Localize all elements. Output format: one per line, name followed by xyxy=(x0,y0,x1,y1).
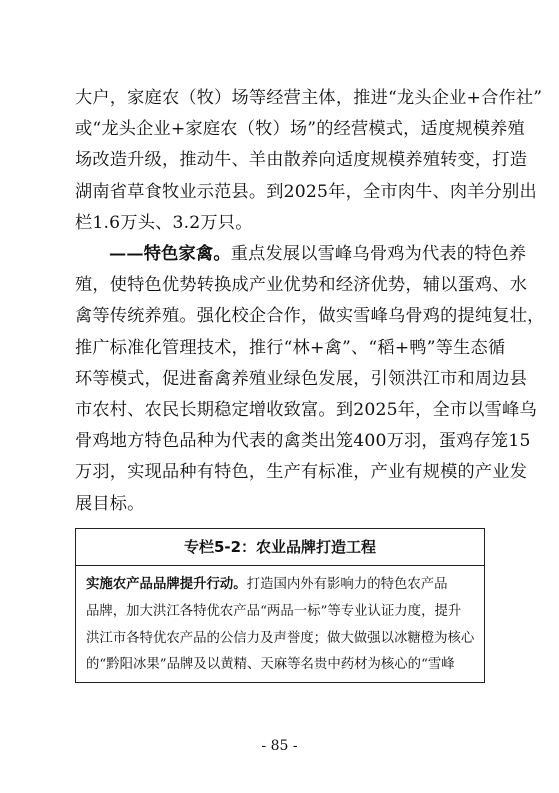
box-line: 品牌，加大洪江各特优农产品“两品一标”等专业认证力度，提升 xyxy=(86,603,462,619)
box-title: 专栏5-2：农业品牌打造工程 xyxy=(76,529,484,566)
box-line xyxy=(86,572,474,599)
paragraph-2 xyxy=(75,239,545,520)
page-number: - 85 - xyxy=(261,738,298,754)
box-line: 的“黔阳冰果”品牌及以黄精、天麻等名贵中药材为核心的“雪峰 xyxy=(86,657,455,673)
text-line: 环等模式，促进畜禽养殖业绿色发展，引领洪江市和周边县 xyxy=(75,368,528,389)
box-heading-continuation: 打造国内外有影响力的特色农产品 xyxy=(246,577,448,592)
sidebar-box xyxy=(75,528,485,683)
text-line: 湖南省草食牧业示范县。到2025年，全市肉牛、肉羊分别出 xyxy=(75,181,537,202)
text-line: 市农村、农民长期稳定增收致富。到2025年，全市以雪峰乌 xyxy=(75,400,537,421)
text-line: 栏1.6万头、3.2万只。 xyxy=(75,212,253,233)
heading-continuation: 重点发展以雪峰乌骨鸡为代表的特色养 xyxy=(230,244,527,264)
text-line: 禽等传统养殖。强化校企合作，做实雪峰乌骨鸡的提纯复壮， xyxy=(75,306,545,327)
text-line: 殖，使特色优势转换成产业优势和经济优势，辅以蛋鸡、水 xyxy=(75,275,528,296)
text-line: 场改造升级，推动牛、羊由散养向适度规模养殖转变，打造 xyxy=(75,150,528,171)
box-line: 洪江市各特优农产品的公信力及声誉度；做大做强以冰糖橙为核心 xyxy=(86,630,475,646)
text-line: 或“龙头企业+家庭农（牧）场”的经营模式，适度规模养殖 xyxy=(75,119,525,140)
text-line: 大户，家庭农（牧）场等经营主体，推进“龙头企业+合作社” xyxy=(75,88,543,108)
text-line: 骨鸡地方特色品种为代表的禽类出笼400万羽，蛋鸡存笼15 xyxy=(75,431,531,452)
paragraph-1 xyxy=(75,83,543,239)
text-line xyxy=(75,239,527,270)
text-line: 推广标准化管理技术，推行“林+禽”、“稻+鸭”等生态循 xyxy=(75,337,506,358)
text-line: 展目标。 xyxy=(75,493,145,514)
box-body xyxy=(76,566,484,679)
text-line: 万羽，实现品种有特色，生产有标准，产业有规模的产业发 xyxy=(75,462,528,483)
section-heading: ——特色家禽。 xyxy=(109,244,231,264)
box-heading: 实施农产品品牌提升行动。 xyxy=(86,577,247,592)
